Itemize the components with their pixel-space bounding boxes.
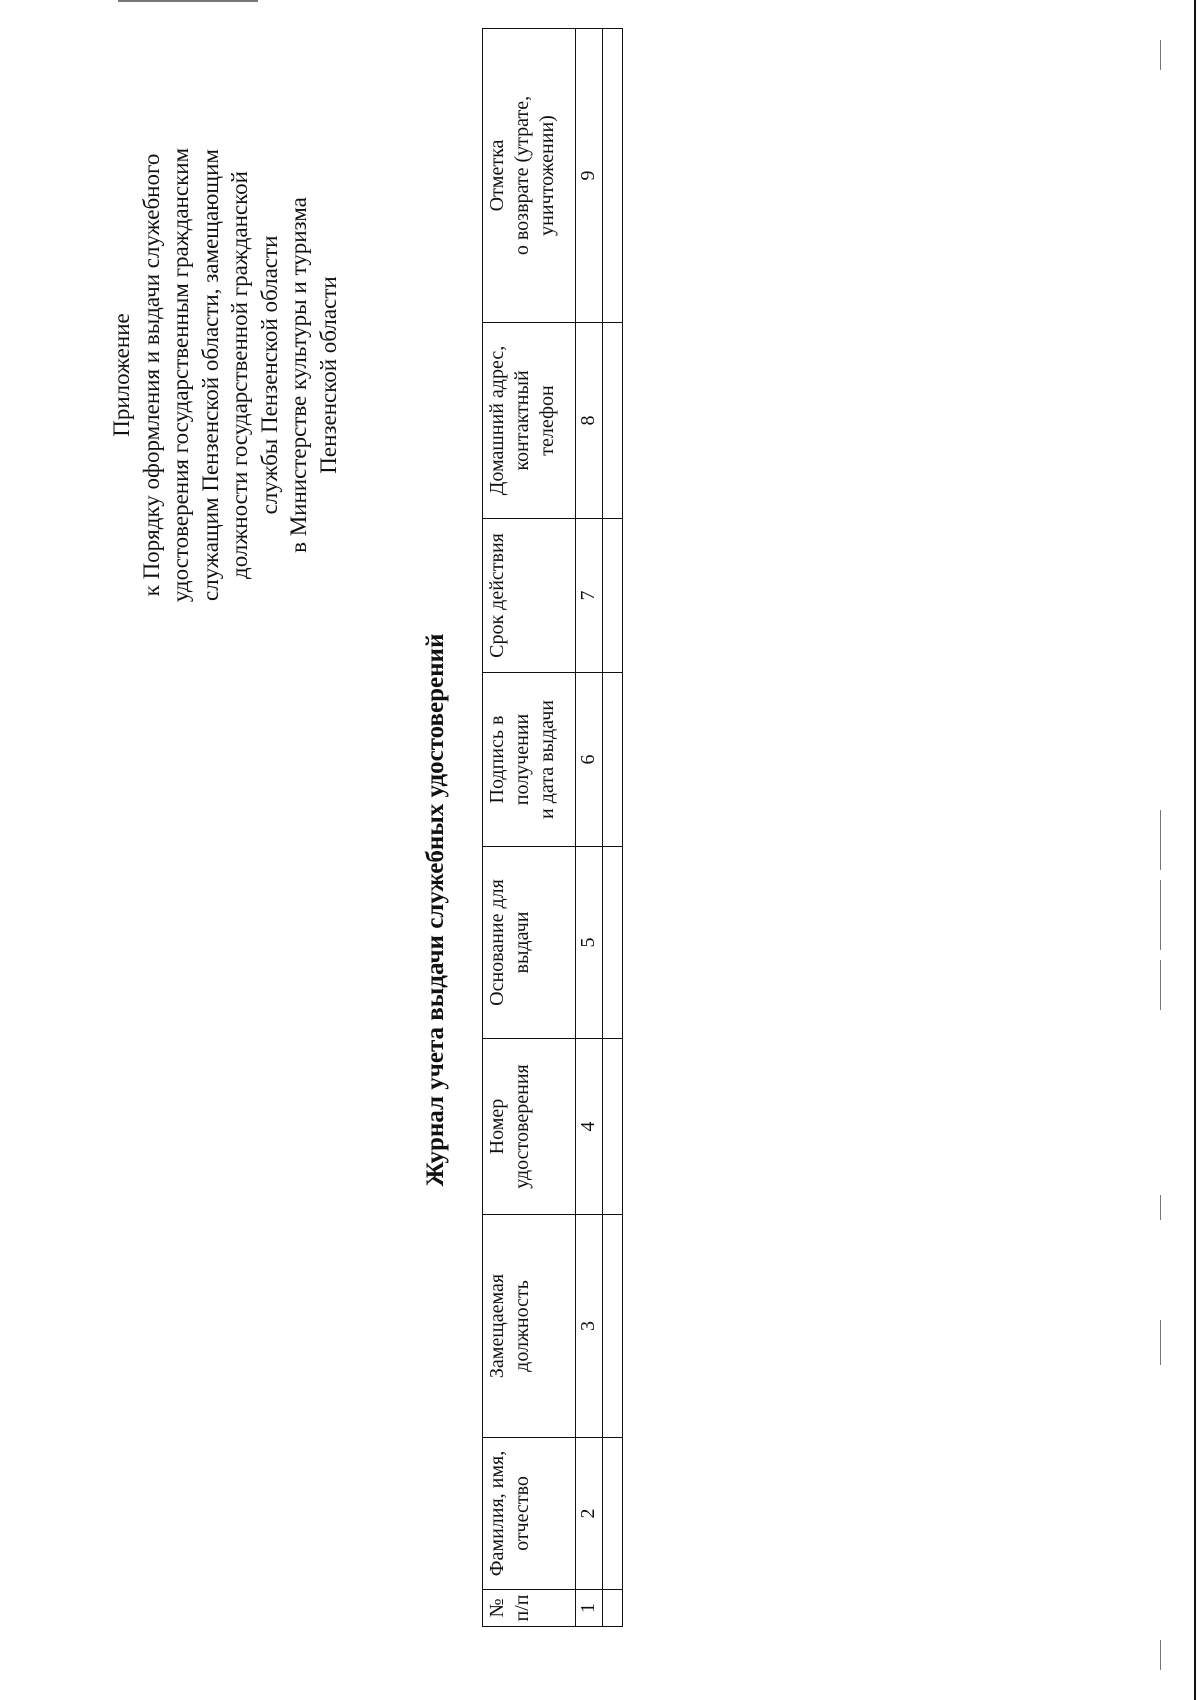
col-header-certificate-number xyxy=(483,1039,576,1215)
column-number: 1 xyxy=(576,1590,603,1627)
header-line: телефон xyxy=(536,385,558,456)
column-number: 5 xyxy=(576,847,603,1039)
appendix-line: к Порядку оформления и выдачи служебного xyxy=(138,153,164,597)
table-cell xyxy=(603,1590,623,1627)
header-line: Домашний адрес, xyxy=(486,345,508,496)
table-cell xyxy=(603,673,623,847)
col-header-return-mark xyxy=(483,29,576,323)
table-row xyxy=(603,29,623,1627)
header-line: должность xyxy=(511,1280,533,1372)
header-line: получении xyxy=(511,713,533,806)
header-line: удостоверения xyxy=(511,1064,533,1189)
table-cell xyxy=(603,1215,623,1438)
header-line: и дата выдачи xyxy=(536,700,558,819)
column-number: 7 xyxy=(576,519,603,673)
col-header-signature-date xyxy=(483,673,576,847)
journal-title xyxy=(422,0,450,1700)
column-number: 8 xyxy=(576,323,603,519)
col-header-address-phone xyxy=(483,323,576,519)
header-line: Замещаемая xyxy=(486,1273,508,1379)
header-line: Номер xyxy=(486,1098,508,1155)
column-number: 2 xyxy=(576,1438,603,1590)
col-header-validity xyxy=(483,519,576,673)
column-number: 9 xyxy=(576,29,603,323)
table-cell xyxy=(603,323,623,519)
journal-title-text: Журнал учета выдачи служебных удостоверений xyxy=(422,633,449,1187)
header-line: Подпись в xyxy=(486,715,508,804)
table-header-row xyxy=(483,29,576,1627)
appendix-line: службы Пензенской области xyxy=(256,235,282,515)
column-number: 3 xyxy=(576,1215,603,1438)
column-number: 6 xyxy=(576,673,603,847)
header-line: уничтожении) xyxy=(536,115,558,236)
table-cell xyxy=(603,519,623,673)
header-line: Отметка xyxy=(486,139,508,212)
col-header-number xyxy=(483,1590,576,1627)
table-cell xyxy=(603,1039,623,1215)
header-line: Фамилия, имя, xyxy=(486,1450,508,1577)
appendix-line: удостоверения государственным гражданским xyxy=(168,147,193,603)
column-number-row xyxy=(576,29,603,1627)
header-line: отчество xyxy=(511,1476,533,1551)
header-line: Срок действия xyxy=(486,533,508,658)
header-line: о возврате (утрате, xyxy=(511,95,533,256)
header-line: выдачи xyxy=(511,911,533,974)
col-header-position xyxy=(483,1215,576,1438)
appendix-line: Приложение xyxy=(109,313,134,437)
header-line: № xyxy=(486,1598,508,1618)
appendix-line: в Министерстве культуры и туризма xyxy=(286,197,311,553)
header-line: Основание для xyxy=(486,879,508,1006)
table-cell xyxy=(603,29,623,323)
col-header-full-name xyxy=(483,1438,576,1590)
appendix-header xyxy=(107,95,343,655)
table-cell xyxy=(603,847,623,1039)
header-line: контактный xyxy=(511,370,533,471)
journal-table xyxy=(482,28,623,1627)
col-header-basis xyxy=(483,847,576,1039)
column-number: 4 xyxy=(576,1039,603,1215)
table-cell xyxy=(603,1438,623,1590)
header-line: п/п xyxy=(511,1594,533,1622)
appendix-line: должности государственной гражданской xyxy=(227,171,252,579)
appendix-line: Пензенской области xyxy=(315,276,341,474)
appendix-line: служащим Пензенской области, замещающим xyxy=(197,149,223,601)
